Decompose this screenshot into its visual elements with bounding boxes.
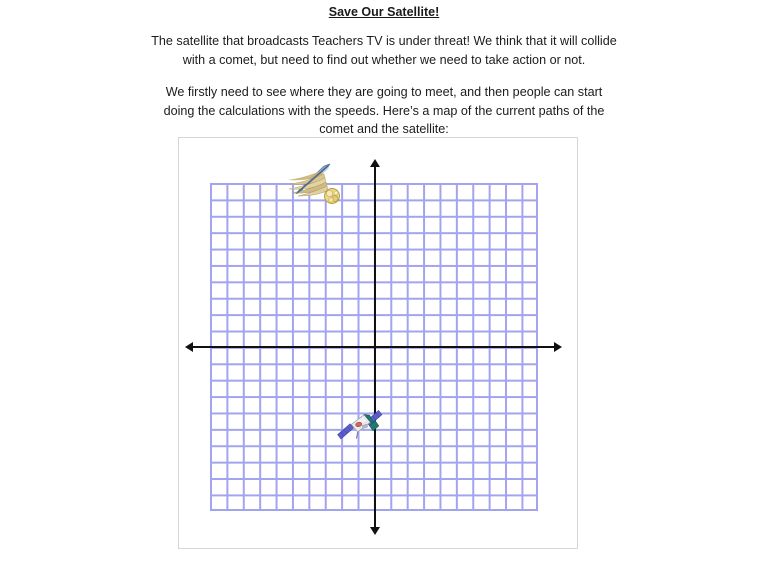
figure-frame: [178, 137, 578, 549]
y-axis: [374, 165, 376, 529]
satellite-icon: [337, 410, 385, 448]
y-axis-arrow-up-icon: [370, 159, 380, 167]
paragraph-instructions: We firstly need to see where they are going to meet, and then people can start doing the calculations with the speeds. Here’s a map of the current paths of the comet and the satellite:: [163, 85, 605, 136]
coordinate-graph: [179, 138, 579, 550]
x-axis-arrow-right-icon: [554, 342, 562, 352]
x-axis-arrow-left-icon: [185, 342, 193, 352]
page-title: [0, 4, 768, 20]
comet-icon: [286, 160, 342, 210]
page-title-text: Save Our Satellite!: [328, 5, 440, 19]
paragraph-intro: The satellite that broadcasts Teachers TV is under threat! We think that it will collide with a comet, but need to find out whether we need to take action or not.: [151, 34, 617, 67]
y-axis-arrow-down-icon: [370, 527, 380, 535]
